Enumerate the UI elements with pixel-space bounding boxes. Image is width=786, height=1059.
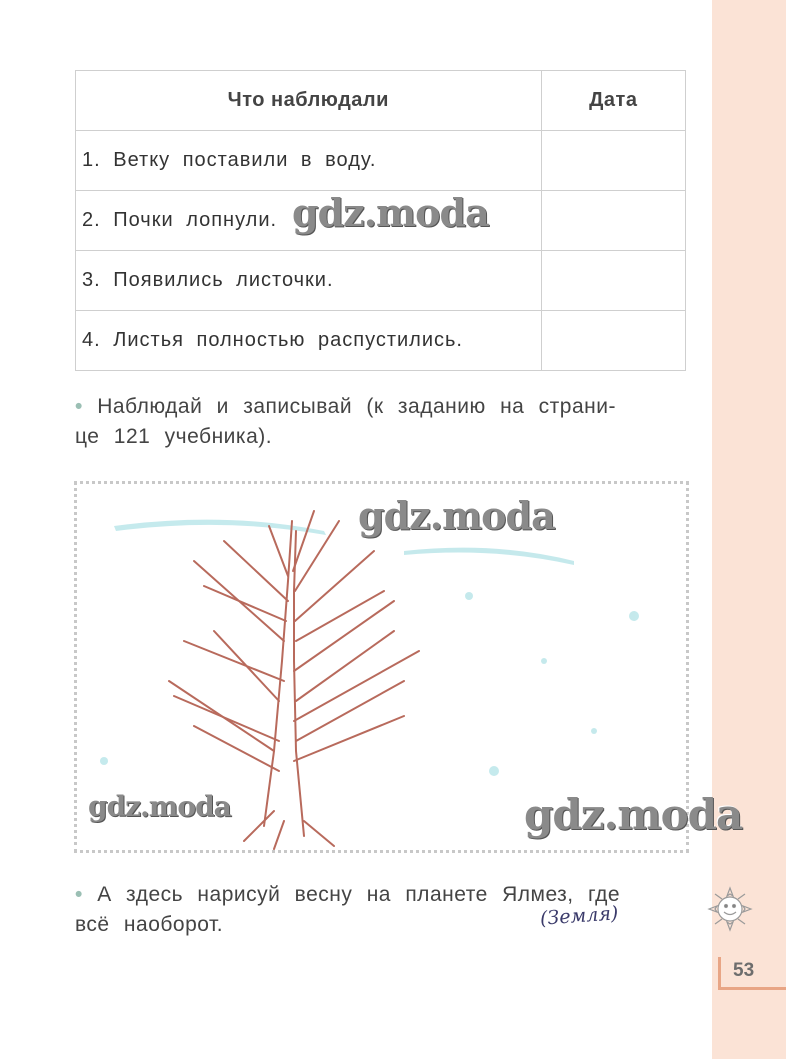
table-row: [76, 131, 686, 191]
smiling-sun-icon: [705, 884, 755, 934]
row-observation: 1. Ветку поставили в воду.: [76, 131, 542, 191]
instruction-line: А здесь нарисуй весну на планете Ялмез, где: [97, 883, 621, 906]
watermark: gdz.moda: [292, 190, 489, 235]
bullet-icon: •: [75, 883, 83, 906]
instruction-observe: [75, 392, 687, 452]
instruction-line: всё наоборот.: [75, 913, 224, 936]
watermark: gdz.moda: [88, 790, 231, 823]
bullet-icon: •: [75, 395, 83, 418]
header-date: Дата: [541, 71, 685, 131]
row-date[interactable]: [541, 131, 685, 191]
row-observation: 4. Листья полностью распустились.: [76, 311, 542, 371]
header-what-observed: Что наблюдали: [76, 71, 542, 131]
page-number: 53: [733, 960, 755, 981]
instruction-line: це 121 учебника).: [75, 425, 273, 448]
row-date[interactable]: [541, 191, 685, 251]
row-date[interactable]: [541, 311, 685, 371]
table-row: [76, 311, 686, 371]
watermark: gdz.moda: [524, 790, 743, 839]
row-observation: 3. Появились листочки.: [76, 251, 542, 311]
handwritten-note: (Земля): [539, 902, 620, 930]
row-date[interactable]: [541, 251, 685, 311]
table-row: [76, 251, 686, 311]
table-header-row: [76, 71, 686, 131]
instruction-line: Наблюдай и записывай (к заданию на страни-: [97, 395, 616, 418]
row-observation: 2. Почки лопнули.: [76, 191, 542, 251]
watermark: gdz.moda: [358, 493, 555, 538]
